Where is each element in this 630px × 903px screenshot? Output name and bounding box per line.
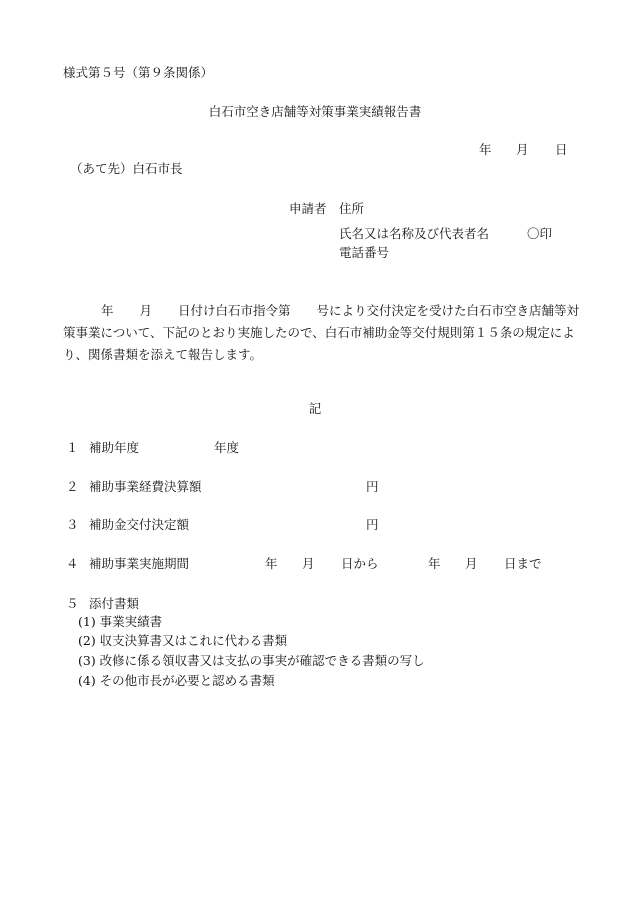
document-title: 白石市空き店舗等対策事業実績報告書 <box>208 104 422 119</box>
item-1-unit: 年度 <box>214 440 240 455</box>
item-2-number: ２ <box>66 479 79 494</box>
item-4-start-year: 年 <box>265 556 278 571</box>
item-4-start-day: 日から <box>341 556 379 571</box>
date-year: 年 <box>479 142 492 157</box>
body-year: 年 <box>101 303 114 318</box>
applicant-name-label: 氏名又は名称及び代表者名 <box>339 226 490 241</box>
item-5-label: 添付書類 <box>89 596 140 611</box>
item-3-unit: 円 <box>366 517 379 532</box>
attachment-item-3: (3) 改修に係る領収書又は支払の事実が確認できる書類の写し <box>78 653 425 668</box>
attachment-item-4: (4) その他市長が必要と認める書類 <box>78 673 275 688</box>
form-label: 様式第５号（第９条関係） <box>63 65 214 80</box>
applicant-label: 申請者 <box>289 201 327 216</box>
seal-mark: 〇印 <box>527 226 553 241</box>
item-2-label: 補助事業経費決算額 <box>89 479 202 494</box>
item-4-start-month: 月 <box>302 556 315 571</box>
ki-heading: 記 <box>308 401 322 416</box>
item-4-number: ４ <box>66 556 79 571</box>
body-month: 月 <box>139 303 153 318</box>
item-3-number: ３ <box>66 517 79 532</box>
item-4-label: 補助事業実施期間 <box>89 556 190 571</box>
body-text-1: 日付け白石市指令第 <box>178 303 291 318</box>
item-4-end-year: 年 <box>428 556 441 571</box>
item-3-label: 補助金交付決定額 <box>89 517 190 532</box>
body-paragraph <box>63 300 583 366</box>
item-1-number: １ <box>66 440 79 455</box>
item-4-end-day: 日まで <box>504 556 542 571</box>
body-text-2: 号により交付決定を受けた白石市空き店舗等対策事業について、下記のとおり実施したので、白石市補助金等交付規則第１５条の規定により、関係書類を添えて報告します。 <box>63 303 580 362</box>
item-5-number: ５ <box>66 596 79 611</box>
date-day: 日 <box>555 142 568 157</box>
item-2-unit: 円 <box>366 479 379 494</box>
attachment-item-1: (1) 事業実績書 <box>78 614 163 629</box>
item-1-label: 補助年度 <box>89 440 140 455</box>
item-4-end-month: 月 <box>465 556 478 571</box>
applicant-phone-label: 電話番号 <box>339 245 390 260</box>
date-month: 月 <box>516 142 529 157</box>
addressee: （あて先）白石市長 <box>70 161 183 176</box>
applicant-address-label: 住所 <box>339 201 365 216</box>
attachment-item-2: (2) 収支決算書又はこれに代わる書類 <box>78 633 288 648</box>
